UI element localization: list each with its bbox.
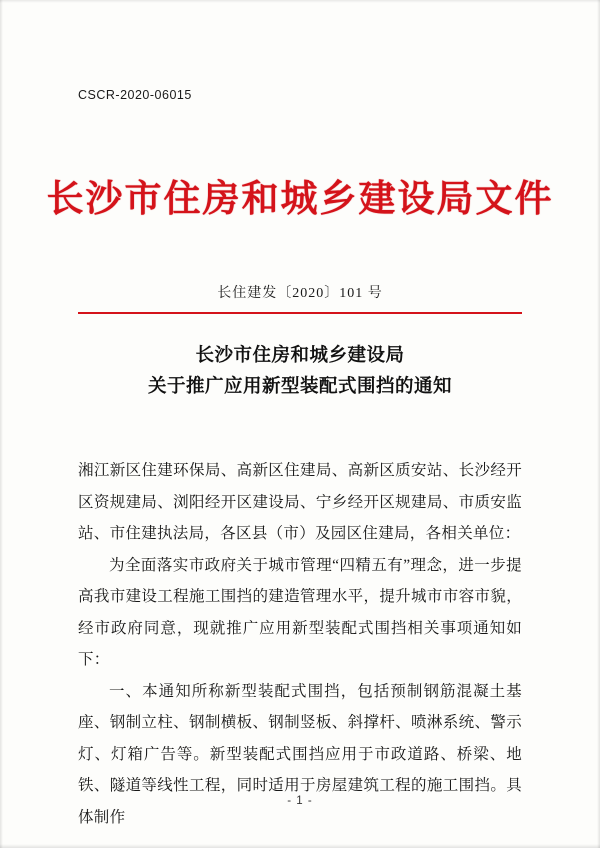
document-body	[78, 455, 522, 833]
page-number: - 1 -	[287, 795, 313, 807]
document-title-line-2: 关于推广应用新型装配式围挡的通知	[147, 376, 452, 397]
document-title	[0, 340, 600, 402]
body-paragraph-preamble: 为全面落实市政府关于城市管理“四精五有”理念，进一步提高我市建设工程施工围挡的建造管理水平，提升城市市容市貌，经市政府同意，现就推广应用新型装配式围挡相关事项通知如下：	[78, 556, 522, 668]
body-paragraph-recipients: 湘江新区住建环保局、高新区住建局、高新区质安站、长沙经开区资规建局、浏阳经开区建设局、宁乡经开区规建局、市质安监站、市住建执法局，各区县（市）及园区住建局，各相关单位：	[78, 462, 522, 542]
page-edge-shadow-top	[0, 0, 600, 3]
document-title-line-1: 长沙市住房和城乡建设局	[195, 345, 405, 366]
document-reference-number: CSCR-2020-06015	[78, 88, 192, 102]
page-edge-shadow-left	[0, 0, 3, 848]
issuing-authority-header: 长沙市住房和城乡建设局文件	[46, 176, 554, 220]
body-paragraph-item-1: 一、本通知所称新型装配式围挡，包括预制钢筋混凝土基座、钢制立柱、钢制横板、钢制竖板、斜撑杆、喷淋系统、警示灯、灯箱广告等。新型装配式围挡应用于市政道路、桥梁、地铁、隧道等线性工程，同时适用于房屋建筑工程的施工围挡。具体制作	[78, 682, 522, 826]
page-edge-shadow-bottom	[0, 844, 600, 848]
red-divider-rule	[78, 312, 522, 314]
document-serial-code: 长住建发〔2020〕101 号	[217, 286, 383, 301]
